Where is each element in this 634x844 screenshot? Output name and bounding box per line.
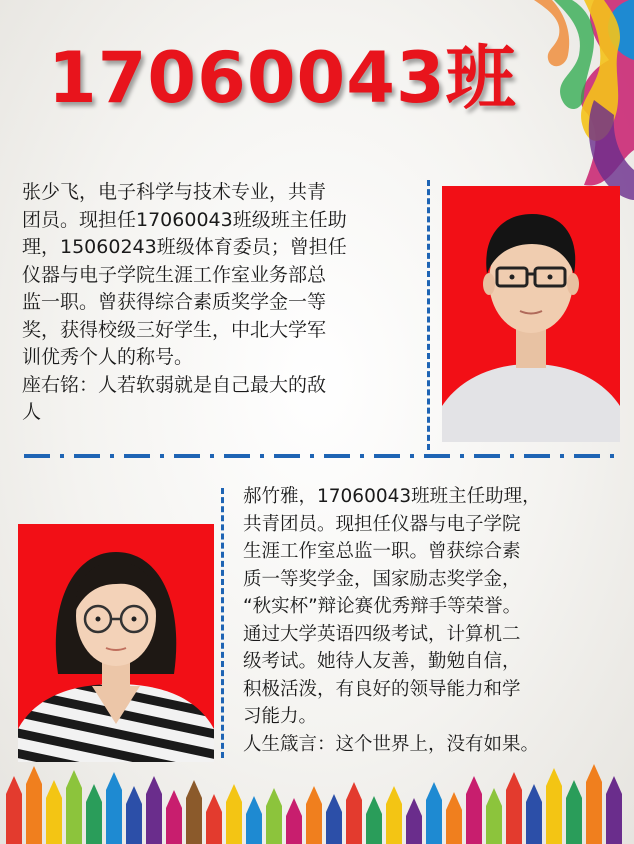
person2-photo <box>18 524 214 762</box>
colored-pencils-decoration <box>0 754 634 844</box>
person2-portrait-image <box>18 524 214 762</box>
poster-title: 17060043班 <box>48 37 517 119</box>
divider-vertical-bottom <box>221 488 224 758</box>
person1-portrait-image <box>442 186 620 442</box>
divider-horizontal <box>24 454 614 458</box>
person1-photo <box>442 186 620 442</box>
person1-bio: 张少飞，电子科学与技术专业，共青 团员。现担任17060043班级班主任助 理，15060243班级体育委员；曾担任 仪器与电子学院生涯工作室业务部总 监一职。曾获得综合素质奖学金一等 奖，获得校级三好学生，中北大学军 训优秀个人的称号。 座右铭：人若软弱就是自己最大的敌 人 <box>22 181 347 423</box>
person2-bio: 郝竹雅，17060043班班主任助理， 共青团员。现担任仪器与电子学院 生涯工作室总监一职。曾获综合素 质一等奖学金，国家励志奖学金， “秋实杯”辩论赛优秀辩手等荣誉。 通过大学英语四级考试，计算机二 级考试。她待人友善，勤勉自信， 积极活泼，有良好的领导能力和学 习能力。 人生箴言：这个世界上，没有如果。 <box>243 486 541 755</box>
divider-vertical-top <box>427 180 430 450</box>
